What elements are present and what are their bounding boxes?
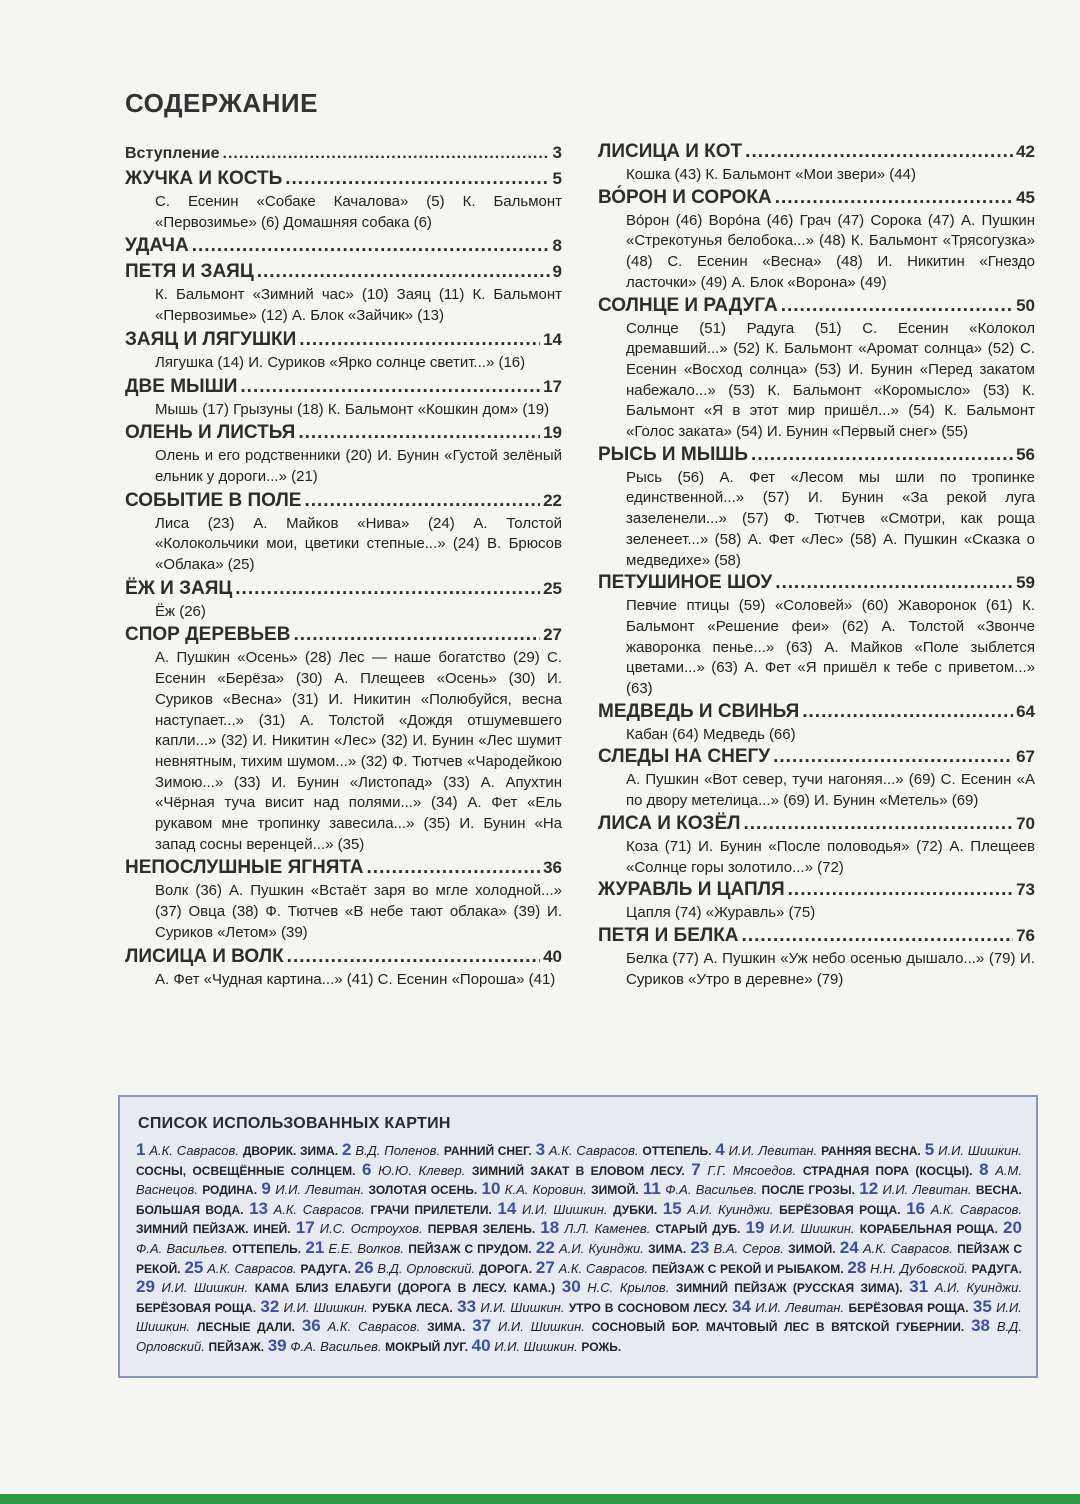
chapter-contents: Цапля (74) «Журавль» (75): [626, 904, 816, 922]
painting-number: 8: [979, 1159, 989, 1179]
painting-number: 6: [362, 1159, 372, 1179]
dot-leader: [788, 877, 1013, 903]
chapter-page-number: 56: [1016, 444, 1035, 464]
chapter-page-number: 3: [552, 143, 562, 162]
painting-number: 25: [184, 1257, 204, 1277]
dot-leader: [287, 944, 540, 970]
painting-number: 2: [342, 1140, 352, 1159]
painting-title: БЕРЁЗОВАЯ РОЩА.: [848, 1300, 969, 1315]
painting-artist: А.И. Куинджи.: [934, 1280, 1022, 1296]
paintings-list: [136, 1141, 1022, 1357]
toc-chapter[interactable]: [125, 233, 562, 259]
painting-number: 15: [662, 1198, 682, 1218]
painting-title: ПЕЙЗАЖ.: [208, 1339, 265, 1354]
painting-artist: А.К. Саврасов.: [207, 1260, 297, 1276]
painting-number: 37: [472, 1316, 492, 1336]
dot-leader: [775, 185, 1013, 211]
painting-number: 5: [924, 1140, 935, 1159]
painting-number: 17: [295, 1218, 315, 1238]
painting-title: ЗИМНИЙ ПЕЙЗАЖ (РУССКАЯ ЗИМА).: [675, 1281, 903, 1296]
painting-number: 20: [1003, 1218, 1022, 1238]
painting-title: РУБКА ЛЕСА.: [372, 1300, 453, 1315]
painting-number: 24: [839, 1237, 859, 1257]
chapter-title: УДАЧА: [125, 235, 189, 257]
painting-title: РАННИЙ СНЕГ.: [443, 1144, 532, 1158]
painting-artist: А.И. Куинджи.: [559, 1240, 644, 1256]
toc-chapter[interactable]: [125, 327, 562, 353]
paintings-title: СПИСОК ИСПОЛЬЗОВАННЫХ КАРТИН: [138, 1115, 451, 1132]
dot-leader: [775, 570, 1013, 596]
toc-chapter[interactable]: [125, 944, 562, 970]
chapter-contents: Солнце (51) Радуга (51) С. Есенин «Колокол дремавший...» (52) К. Бальмонт «Аромат солнца» (52) С. Есенин «Восход солнца» (53) И. Бунин «Перед закатом набежало...» (53) К. Бальмонт «Коромысло» (53) К. Бальмонт «Я в этот мир пришёл...» (54) К. Бальмонт «Голос заката» (54) И. Бунин «Первый снег» (55): [626, 319, 1035, 441]
chapter-contents: Во́рон (46) Воро́на (46) Грач (47) Сорока (47) А. Пушкин «Стрекотунья белобока...» (48) К. Бальмонт «Трясогузка» (48) С. Есенин «Весна» (48) И. Никитин «Гнездо ласточки» (49) А. Блок «Ворона» (49): [626, 211, 1035, 291]
painting-title: ЗИМНИЙ ЗАКАТ В ЕЛОВОМ ЛЕСУ.: [471, 1163, 685, 1178]
chapter-page-number: 27: [543, 625, 562, 645]
chapter-title: ЛИСА И КОЗЁЛ: [598, 812, 741, 834]
painting-artist: И.И. Шишкин.: [938, 1143, 1022, 1158]
painting-title: МОКРЫЙ ЛУГ.: [385, 1339, 469, 1354]
chapter-page-number: 17: [543, 376, 562, 396]
painting-artist: И.И. Левитан.: [882, 1182, 972, 1198]
toc-chapter[interactable]: [598, 744, 1035, 770]
chapter-contents: С. Есенин «Собаке Качалова» (5) К. Бальмонт «Первозимье» (6) Домашняя собака (6): [155, 193, 562, 231]
painting-number: 36: [301, 1316, 321, 1336]
chapter-title: Вступление: [125, 145, 220, 162]
painting-number: 31: [909, 1277, 929, 1297]
painting-title: ЗИМА.: [427, 1320, 466, 1335]
chapter-page-number: 42: [1016, 142, 1035, 161]
painting-number: 40: [471, 1335, 491, 1355]
chapter-contents: Кошка (43) К. Бальмонт «Мои звери» (44): [626, 166, 916, 183]
painting-title: ЗИМА.: [648, 1241, 687, 1256]
green-strip: [0, 1494, 1080, 1504]
dot-leader: [751, 442, 1013, 468]
chapter-contents: Мышь (17) Грызуны (18) К. Бальмонт «Кошкин дом» (19): [155, 400, 550, 418]
painting-title: ЗИМОЙ.: [591, 1183, 639, 1198]
chapter-page-number: 9: [552, 262, 562, 282]
painting-number: 22: [535, 1237, 555, 1257]
chapter-contents: К. Бальмонт «Зимний час» (10) Заяц (11) К. Бальмонт «Первозимье» (12) А. Блок «Зайчик» (13): [155, 286, 562, 325]
chapter-contents: Кабан (64) Медведь (66): [626, 725, 796, 743]
painting-title: ВЕСНА. БОЛЬШАЯ ВОДА.: [136, 1183, 1022, 1217]
painting-number: 18: [540, 1218, 560, 1238]
painting-number: 9: [261, 1179, 271, 1199]
painting-artist: А.К. Саврасов.: [558, 1260, 649, 1276]
dot-leader: [304, 488, 540, 514]
painting-artist: Л.Л. Каменев.: [564, 1221, 651, 1237]
dot-leader: [240, 374, 540, 400]
dot-leader: [285, 166, 549, 192]
chapter-contents: Ёж (26): [155, 602, 206, 620]
toc-chapter[interactable]: [125, 855, 562, 881]
chapter-contents: А. Фет «Чудная картина...» (41) С. Есенин «Пороша» (41): [155, 970, 556, 988]
chapter-page-number: 40: [543, 946, 562, 966]
painting-title: ПЕЙЗАЖ С РЕКОЙ И РЫБАКОМ.: [651, 1261, 844, 1276]
toc-chapter[interactable]: [125, 576, 562, 602]
painting-number: 30: [561, 1277, 581, 1297]
toc-right-column: [598, 140, 1035, 990]
chapter-page-number: 67: [1016, 747, 1035, 767]
painting-number: 16: [906, 1198, 926, 1218]
painting-title: ЗОЛОТАЯ ОСЕНЬ.: [368, 1183, 478, 1198]
painting-title: ДУБКИ.: [613, 1202, 658, 1217]
chapter-contents: Белка (77) А. Пушкин «Уж небо осенью дышало...» (79) И. Суриков «Утро в деревне» (79): [626, 949, 1035, 988]
painting-title: РАННЯЯ ВЕСНА.: [821, 1144, 921, 1158]
chapter-contents: Лягушка (14) И. Суриков «Ярко солнце светит...» (16): [155, 353, 526, 371]
chapter-contents: Певчие птицы (59) «Соловей» (60) Жаворонок (61) К. Бальмонт «Решение феи» (62) А. Толстой «Звонче жаворонка пенье...» (63) А. Майков «Поле зыблется цветами...» (63) А. Фет «Я пришёл к тебе с приветом...» (63): [626, 597, 1035, 698]
chapter-title: СЛЕДЫ НА СНЕГУ: [598, 746, 771, 768]
painting-artist: И.И. Шишкин.: [498, 1319, 585, 1335]
chapter-contents: А. Пушкин «Осень» (28) Лес — наше богатство (29) С. Есенин «Берёза» (30) А. Плещеев «Осень» (30) И. Суриков «Весна» (31) И. Никитин «Полюбуйся, весна наступает...» (31) А. Толстой «Дождя отшумевшего капли...» (32) И. Никитин «Лес» (32) И. Бунин «Лес шумит невнятным, тихим шумом...» (32) Ф. Тютчев «Чародейкою Зимою...» (33) И. Бунин «Листопад» (33) А. Апухтин «Чёрная туча висит над полями...» (34) А. Фет «Ель рукавом мне тропинку завесила...» (35) И. Бунин «На запад сосны веренцей...» (35): [155, 649, 562, 853]
painting-artist: А.К. Саврасов.: [862, 1240, 953, 1256]
painting-title: ЛЕСНЫЕ ДАЛИ.: [197, 1320, 295, 1335]
toc-chapter[interactable]: [125, 374, 562, 400]
painting-number: 1: [136, 1140, 146, 1159]
chapter-page-number: 59: [1016, 573, 1035, 593]
painting-artist: Н.С. Крылов.: [587, 1280, 670, 1296]
painting-artist: В.Д. Орловский.: [136, 1319, 1022, 1354]
painting-title: БЕРЁЗОВАЯ РОЩА.: [779, 1202, 901, 1217]
dot-leader: [367, 855, 541, 881]
toc-left-column: [125, 140, 562, 990]
chapter-title: НЕПОСЛУШНЫЕ ЯГНЯТА: [125, 857, 364, 879]
painting-title: КАМА БЛИЗ ЕЛАБУГИ (ДОРОГА В ЛЕСУ. КАМА.): [254, 1281, 556, 1296]
toc-chapter[interactable]: [598, 442, 1035, 468]
painting-number: 28: [847, 1257, 867, 1277]
chapter-title: ЗАЯЦ И ЛЯГУШКИ: [125, 328, 297, 350]
painting-title: ПОСЛЕ ГРОЗЫ.: [761, 1183, 855, 1198]
painting-title: ЗИМНИЙ ПЕЙЗАЖ. ИНЕЙ.: [136, 1222, 291, 1237]
painting-artist: Ю.Ю. Клевер.: [378, 1162, 466, 1178]
dot-leader: [298, 420, 540, 446]
painting-number: 10: [481, 1179, 501, 1199]
toc-chapter[interactable]: [598, 293, 1035, 319]
dot-leader: [742, 923, 1014, 949]
painting-number: 27: [535, 1257, 555, 1277]
painting-artist: И.И. Шишкин.: [136, 1299, 1022, 1335]
painting-artist: В.Д. Орловский.: [377, 1260, 476, 1276]
chapter-title: СПОР ДЕРЕВЬЕВ: [125, 624, 291, 646]
page-title: СОДЕРЖАНИЕ: [125, 88, 318, 118]
toc-chapter[interactable]: [598, 877, 1035, 903]
chapter-title: СОЛНЦЕ И РАДУГА: [598, 294, 778, 316]
chapter-title: МЕДВЕДЬ И СВИНЬЯ: [598, 700, 800, 722]
dot-leader: [802, 699, 1013, 725]
painting-artist: А.К. Саврасов.: [273, 1201, 365, 1217]
dot-leader: [781, 293, 1013, 319]
dot-leader: [744, 811, 1014, 837]
toc-chapter[interactable]: [125, 259, 562, 285]
chapter-title: ЖУЧКА И КОСТЬ: [125, 168, 283, 189]
chapter-title: ЛИСИЦА И ВОЛК: [125, 945, 284, 967]
chapter-title: ПЕТЯ И БЕЛКА: [598, 924, 739, 946]
painting-number: 39: [267, 1335, 287, 1355]
painting-title: РАДУГА.: [971, 1261, 1022, 1276]
toc-chapter[interactable]: [598, 811, 1035, 837]
painting-artist: И.И. Шишкин.: [161, 1280, 249, 1296]
chapter-contents: Лиса (23) А. Майков «Нива» (24) А. Толстой «Колокольчики мои, цветики степные...» (24) В. Брюсов «Облака» (25): [155, 514, 562, 574]
painting-title: СТАРЫЙ ДУБ.: [655, 1222, 741, 1237]
painting-artist: В.Д. Поленов.: [355, 1143, 440, 1158]
painting-title: ЗИМОЙ.: [788, 1241, 836, 1256]
painting-number: 35: [972, 1296, 992, 1316]
chapter-contents: Волк (36) А. Пушкин «Встаёт заря во мгле холодной...» (37) Овца (38) Ф. Тютчев «В небе тают облака» (39) И. Суриков «Летом» (39): [155, 882, 562, 941]
painting-number: 4: [715, 1140, 725, 1159]
toc-chapter[interactable]: [125, 166, 562, 192]
painting-number: 29: [136, 1277, 155, 1297]
painting-artist: А.И. Куинджи.: [687, 1201, 774, 1217]
dot-leader: [293, 622, 540, 648]
chapter-page-number: 70: [1016, 813, 1035, 833]
chapter-title: ОЛЕНЬ И ЛИСТЬЯ: [125, 422, 296, 444]
painting-number: 34: [732, 1296, 751, 1316]
chapter-page-number: 64: [1016, 701, 1035, 721]
dot-leader: [299, 327, 540, 353]
painting-number: 7: [691, 1159, 701, 1179]
painting-number: 26: [354, 1257, 374, 1277]
painting-artist: А.К. Саврасов.: [149, 1143, 239, 1158]
chapter-title: СОБЫТИЕ В ПОЛЕ: [125, 489, 302, 511]
chapter-page-number: 19: [543, 423, 562, 443]
painting-artist: И.И. Шишкин.: [283, 1299, 368, 1315]
chapter-page-number: 76: [1016, 925, 1035, 945]
painting-title: СОСНЫ, ОСВЕЩЁННЫЕ СОЛНЦЕМ.: [136, 1163, 356, 1178]
chapter-title: ДВЕ МЫШИ: [125, 375, 238, 397]
painting-artist: А.К. Саврасов.: [327, 1319, 421, 1335]
painting-artist: Ф.А. Васильев.: [136, 1240, 228, 1256]
painting-number: 12: [859, 1179, 879, 1199]
painting-title: РОДИНА.: [202, 1183, 258, 1198]
painting-title: СТРАДНАЯ ПОРА (КОСЦЫ).: [802, 1163, 973, 1178]
painting-artist: И.И. Шишкин.: [494, 1338, 578, 1354]
dot-leader: [773, 744, 1013, 770]
painting-number: 13: [249, 1198, 268, 1218]
toc-chapter[interactable]: [125, 488, 562, 514]
chapter-title: ЖУРАВЛЬ И ЦАПЛЯ: [598, 879, 785, 901]
toc-chapter[interactable]: [598, 570, 1035, 596]
chapter-contents: Коза (71) И. Бунин «После половодья» (72) А. Плещеев «Солнце горы золотило...» (72): [626, 837, 1035, 876]
painting-number: 14: [497, 1198, 517, 1218]
painting-artist: И.И. Левитан.: [755, 1299, 845, 1315]
painting-artist: А.К. Саврасов.: [548, 1143, 639, 1158]
dot-leader: [235, 576, 540, 602]
painting-title: БЕРЁЗОВАЯ РОЩА.: [136, 1300, 257, 1315]
chapter-contents: А. Пушкин «Вот север, тучи нагоняя...» (69) С. Есенин «А по двору метелица...» (69) И. Бунин «Метель» (69): [626, 771, 1035, 810]
painting-artist: А.К. Саврасов.: [930, 1201, 1022, 1217]
painting-title: СОСНОВЫЙ БОР. МАЧТОВЫЙ ЛЕС В ВЯТСКОЙ ГУБЕРНИИ.: [591, 1320, 965, 1335]
chapter-page-number: 22: [543, 490, 562, 510]
painting-artist: А.М. Васнецов.: [136, 1162, 1022, 1198]
chapter-page-number: 45: [1016, 187, 1035, 207]
painting-artist: И.И. Шишкин.: [521, 1201, 608, 1217]
chapter-title: ПЕТЯ И ЗАЯЦ: [125, 261, 254, 283]
painting-title: ДОРОГА.: [478, 1261, 533, 1276]
painting-title: ПЕЙЗАЖ С ПРУДОМ.: [408, 1241, 532, 1256]
painting-number: 38: [971, 1316, 990, 1336]
chapter-page-number: 8: [552, 236, 562, 256]
painting-number: 21: [305, 1237, 325, 1257]
painting-number: 3: [535, 1140, 546, 1159]
chapter-title: ЛИСИЦА И КОТ: [598, 141, 743, 162]
chapter-title: ЁЖ И ЗАЯЦ: [125, 577, 233, 599]
chapter-page-number: 73: [1016, 880, 1035, 900]
painting-number: 11: [642, 1179, 661, 1199]
chapter-contents: Олень и его родственники (20) И. Бунин «Густой зелёный ельник у дороги...» (21): [155, 447, 562, 485]
chapter-title: ВО́РОН И СОРОКА: [598, 186, 772, 208]
chapter-contents: Рысь (56) А. Фет «Лесом мы шли по тропинке единственной...» (57) И. Бунин «За рекой луга зазеленели...» (57) Ф. Тютчев «Смотри, как роща зеленеет...» (58) А. Фет «Лес» (58) А. Пушкин «Сказка о медведихе» (58): [626, 468, 1035, 569]
painting-title: ДВОРИК. ЗИМА.: [242, 1144, 339, 1158]
painting-number: 23: [690, 1237, 710, 1257]
toc-chapter[interactable]: [598, 699, 1035, 725]
chapter-page-number: 5: [552, 169, 562, 188]
painting-artist: И.И. Шишкин.: [769, 1221, 855, 1237]
paintings-box: [118, 1095, 1038, 1378]
painting-title: РАДУГА.: [300, 1261, 351, 1276]
toc-chapter[interactable]: [125, 420, 562, 446]
painting-title: ОТТЕПЕЛЬ.: [642, 1144, 712, 1158]
chapter-page-number: 36: [543, 858, 562, 878]
chapter-title: ПЕТУШИНОЕ ШОУ: [598, 572, 773, 594]
painting-artist: В.А. Серов.: [713, 1240, 784, 1256]
chapter-title: РЫСЬ И МЫШЬ: [598, 443, 749, 465]
chapter-page-number: 25: [543, 578, 562, 598]
painting-number: 33: [457, 1296, 477, 1316]
dot-leader: [745, 139, 1013, 165]
painting-number: 32: [260, 1296, 280, 1316]
painting-title: ПЕЙЗАЖ С РЕКОЙ.: [136, 1241, 1022, 1276]
painting-artist: Н.Н. Дубовской.: [870, 1260, 968, 1276]
dot-leader: [223, 141, 550, 167]
painting-artist: И.С. Остроухов.: [319, 1221, 423, 1237]
toc-chapter[interactable]: [125, 140, 562, 166]
painting-artist: Е.Е. Волков.: [328, 1240, 405, 1256]
painting-artist: Г.Г. Мясоедов.: [707, 1162, 797, 1178]
painting-title: УТРО В СОСНОВОМ ЛЕСУ.: [568, 1300, 728, 1315]
painting-artist: И.И. Шишкин.: [480, 1299, 565, 1315]
painting-artist: Ф.А. Васильев.: [665, 1182, 758, 1198]
chapter-page-number: 50: [1016, 295, 1035, 315]
painting-artist: И.И. Левитан.: [728, 1143, 818, 1158]
toc-chapter[interactable]: [598, 185, 1035, 211]
painting-title: ОТТЕПЕЛЬ.: [232, 1241, 302, 1256]
painting-title: ГРАЧИ ПРИЛЕТЕЛИ.: [370, 1202, 492, 1217]
chapter-page-number: 14: [543, 329, 562, 349]
painting-artist: Ф.А. Васильев.: [290, 1338, 382, 1354]
toc-chapter[interactable]: [598, 139, 1035, 165]
toc-chapter[interactable]: [598, 923, 1035, 949]
painting-title: КОРАБЕЛЬНАЯ РОЩА.: [859, 1222, 998, 1237]
painting-artist: К.А. Коровин.: [504, 1182, 587, 1198]
painting-title: ПЕРВАЯ ЗЕЛЕНЬ.: [427, 1222, 536, 1237]
painting-number: 19: [745, 1218, 765, 1238]
dot-leader: [257, 259, 550, 285]
toc-chapter[interactable]: [125, 622, 562, 648]
dot-leader: [192, 233, 550, 259]
painting-artist: И.И. Левитан.: [275, 1182, 365, 1198]
painting-title: РОЖЬ.: [581, 1339, 622, 1354]
